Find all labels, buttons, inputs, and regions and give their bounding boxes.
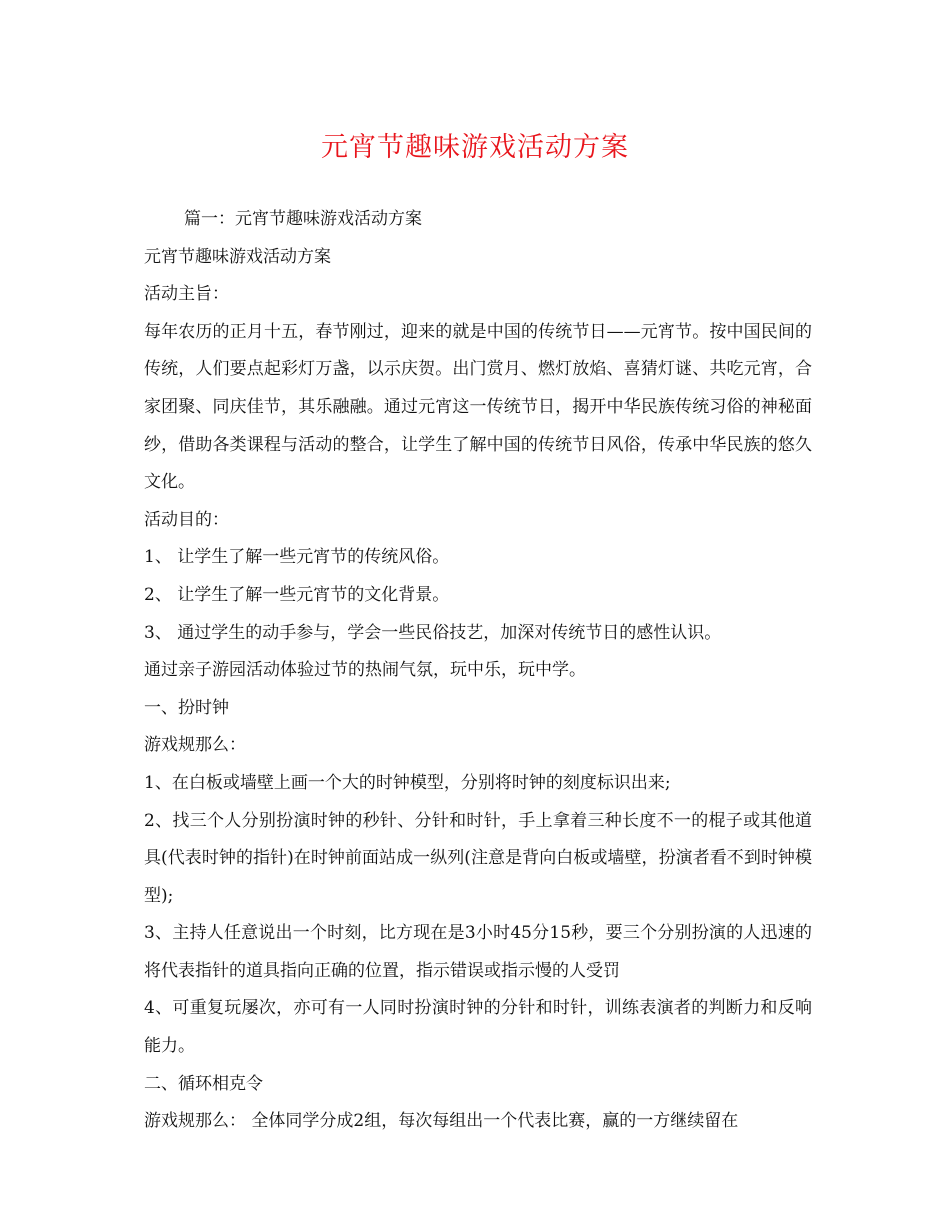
game-rules-2: 游戏规那么： 全体同学分成2组，每次每组出一个代表比赛，赢的一方继续留在 bbox=[144, 1111, 739, 1132]
paragraph-purpose: 每年农历的正月十五，春节刚过，迎来的就是中国的传统节日——元宵节。按中国民间的传统，人们要点起彩灯万盏，以示庆贺。出门赏月、燃灯放焰、喜猜灯谜、共吃元宵，合家团聚、同庆佳节，其乐融融。通过元宵这一传统节日，揭开中华民族传统习俗的神秘面纱，借助各类课程与活动的整合，让学生了解中国的传统节日风俗，传承中华民族的悠久文化。 bbox=[144, 321, 812, 493]
section-heading: 篇一：元宵节趣味游戏活动方案 bbox=[184, 209, 422, 229]
rule-item-3: 3、主持人任意说出一个时刻，比方现在是3小时45分15秒，要三个分别扮演的人迅速的将代表指针的道具指向正确的位置，指示错误或指示慢的人受罚 bbox=[144, 923, 812, 981]
game-rules-label-1: 游戏规那么： bbox=[144, 735, 246, 756]
goal-item-2: 2、 让学生了解一些元宵节的文化背景。 bbox=[144, 584, 450, 605]
document-title: 元宵节趣味游戏活动方案 bbox=[321, 132, 629, 163]
label-activity-goals: 活动目的： bbox=[144, 509, 229, 530]
game-heading-2: 二、循环相克令 bbox=[144, 1073, 263, 1094]
goal-summary: 通过亲子游园活动体验过节的热闹气氛，玩中乐，玩中学。 bbox=[144, 660, 586, 681]
rule-item-1: 1、在白板或墙壁上画一个大的时钟模型，分别将时钟的刻度标识出来; bbox=[144, 772, 671, 793]
game-heading-1: 一、扮时钟 bbox=[144, 697, 229, 718]
goal-item-3: 3、 通过学生的动手参与，学会一些民俗技艺，加深对传统节日的感性认识。 bbox=[144, 622, 722, 643]
subtitle-line: 元宵节趣味游戏活动方案 bbox=[144, 246, 331, 267]
goal-item-1: 1、 让学生了解一些元宵节的传统风俗。 bbox=[144, 547, 450, 568]
rule-item-4: 4、可重复玩屡次，亦可有一人同时扮演时钟的分针和时针，训练表演者的判断力和反响能力。 bbox=[144, 998, 812, 1057]
document-body bbox=[144, 201, 812, 1141]
rule-item-2: 2、找三个人分别扮演时钟的秒针、分针和时针，手上拿着三种长度不一的棍子或其他道具(代表时钟的指针)在时钟前面站成一纵列(注意是背向白板或墙壁，扮演者看不到时钟模型); bbox=[144, 810, 812, 906]
label-activity-purpose: 活动主旨： bbox=[144, 284, 229, 305]
